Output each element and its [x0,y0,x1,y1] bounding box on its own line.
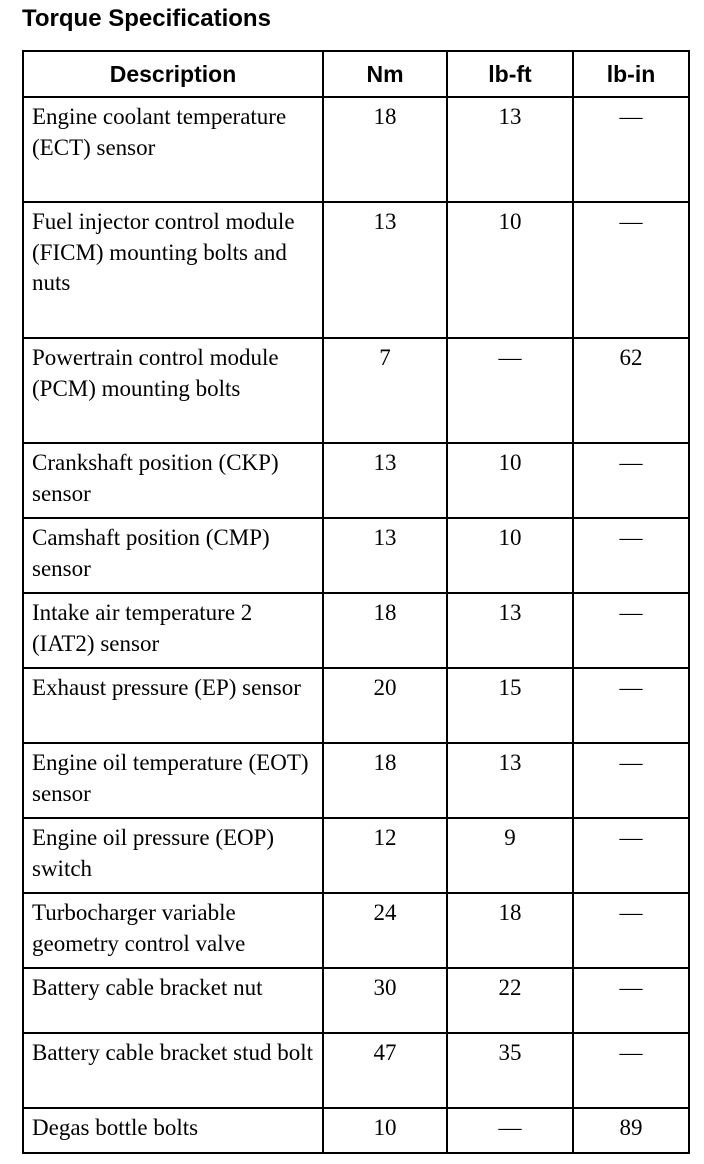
description-cell: Engine oil temperature (EOT) sensor [23,743,323,818]
lb-in-cell: — [573,202,689,338]
description-cell: Fuel injector control module (FICM) mounting bolts and nuts [23,202,323,338]
table-row [23,893,689,968]
column-header-nm: Nm [323,51,447,97]
lb-ft-cell: 10 [447,443,573,518]
table-row [23,818,689,893]
description-cell: Degas bottle bolts [23,1108,323,1153]
description-cell: Battery cable bracket nut [23,968,323,1033]
lb-ft-cell: — [447,1108,573,1153]
lb-ft-cell: 13 [447,593,573,668]
nm-cell: 24 [323,893,447,968]
lb-in-cell: — [573,1033,689,1108]
lb-in-cell: — [573,968,689,1033]
nm-cell: 18 [323,743,447,818]
column-header-description: Description [23,51,323,97]
lb-ft-cell: 13 [447,97,573,202]
nm-cell: 10 [323,1108,447,1153]
description-cell: Powertrain control module (PCM) mounting bolts [23,338,323,443]
lb-in-cell: — [573,518,689,593]
lb-ft-cell: 10 [447,202,573,338]
description-cell: Turbocharger variable geometry control valve [23,893,323,968]
description-cell: Exhaust pressure (EP) sensor [23,668,323,743]
lb-ft-cell: 15 [447,668,573,743]
lb-in-cell: 62 [573,338,689,443]
description-cell: Crankshaft position (CKP) sensor [23,443,323,518]
nm-cell: 18 [323,97,447,202]
lb-in-cell: — [573,97,689,202]
lb-in-cell: 89 [573,1108,689,1153]
lb-ft-cell: 22 [447,968,573,1033]
description-cell: Intake air temperature 2 (IAT2) sensor [23,593,323,668]
nm-cell: 13 [323,443,447,518]
description-cell: Engine oil pressure (EOP) switch [23,818,323,893]
description-cell: Battery cable bracket stud bolt [23,1033,323,1108]
table-row [23,1108,689,1153]
table-row [23,968,689,1033]
nm-cell: 12 [323,818,447,893]
table-row [23,97,689,202]
nm-cell: 7 [323,338,447,443]
lb-ft-cell: 10 [447,518,573,593]
nm-cell: 13 [323,518,447,593]
lb-in-cell: — [573,593,689,668]
table-row [23,443,689,518]
table-row [23,1033,689,1108]
lb-in-cell: — [573,743,689,818]
table-row [23,202,689,338]
column-header-lb-in: lb-in [573,51,689,97]
table-row [23,338,689,443]
nm-cell: 18 [323,593,447,668]
lb-in-cell: — [573,818,689,893]
torque-specifications-table [22,50,690,1154]
nm-cell: 30 [323,968,447,1033]
page-title: Torque Specifications [22,5,271,32]
lb-ft-cell: 13 [447,743,573,818]
lb-in-cell: — [573,668,689,743]
description-cell: Engine coolant temperature (ECT) sensor [23,97,323,202]
table-header-row [23,51,689,97]
lb-ft-cell: — [447,338,573,443]
column-header-lb-ft: lb-ft [447,51,573,97]
lb-ft-cell: 35 [447,1033,573,1108]
nm-cell: 20 [323,668,447,743]
nm-cell: 47 [323,1033,447,1108]
lb-in-cell: — [573,893,689,968]
table-row [23,518,689,593]
lb-ft-cell: 18 [447,893,573,968]
description-cell: Camshaft position (CMP) sensor [23,518,323,593]
lb-ft-cell: 9 [447,818,573,893]
lb-in-cell: — [573,443,689,518]
table-row [23,743,689,818]
table-row [23,668,689,743]
table-row [23,593,689,668]
nm-cell: 13 [323,202,447,338]
